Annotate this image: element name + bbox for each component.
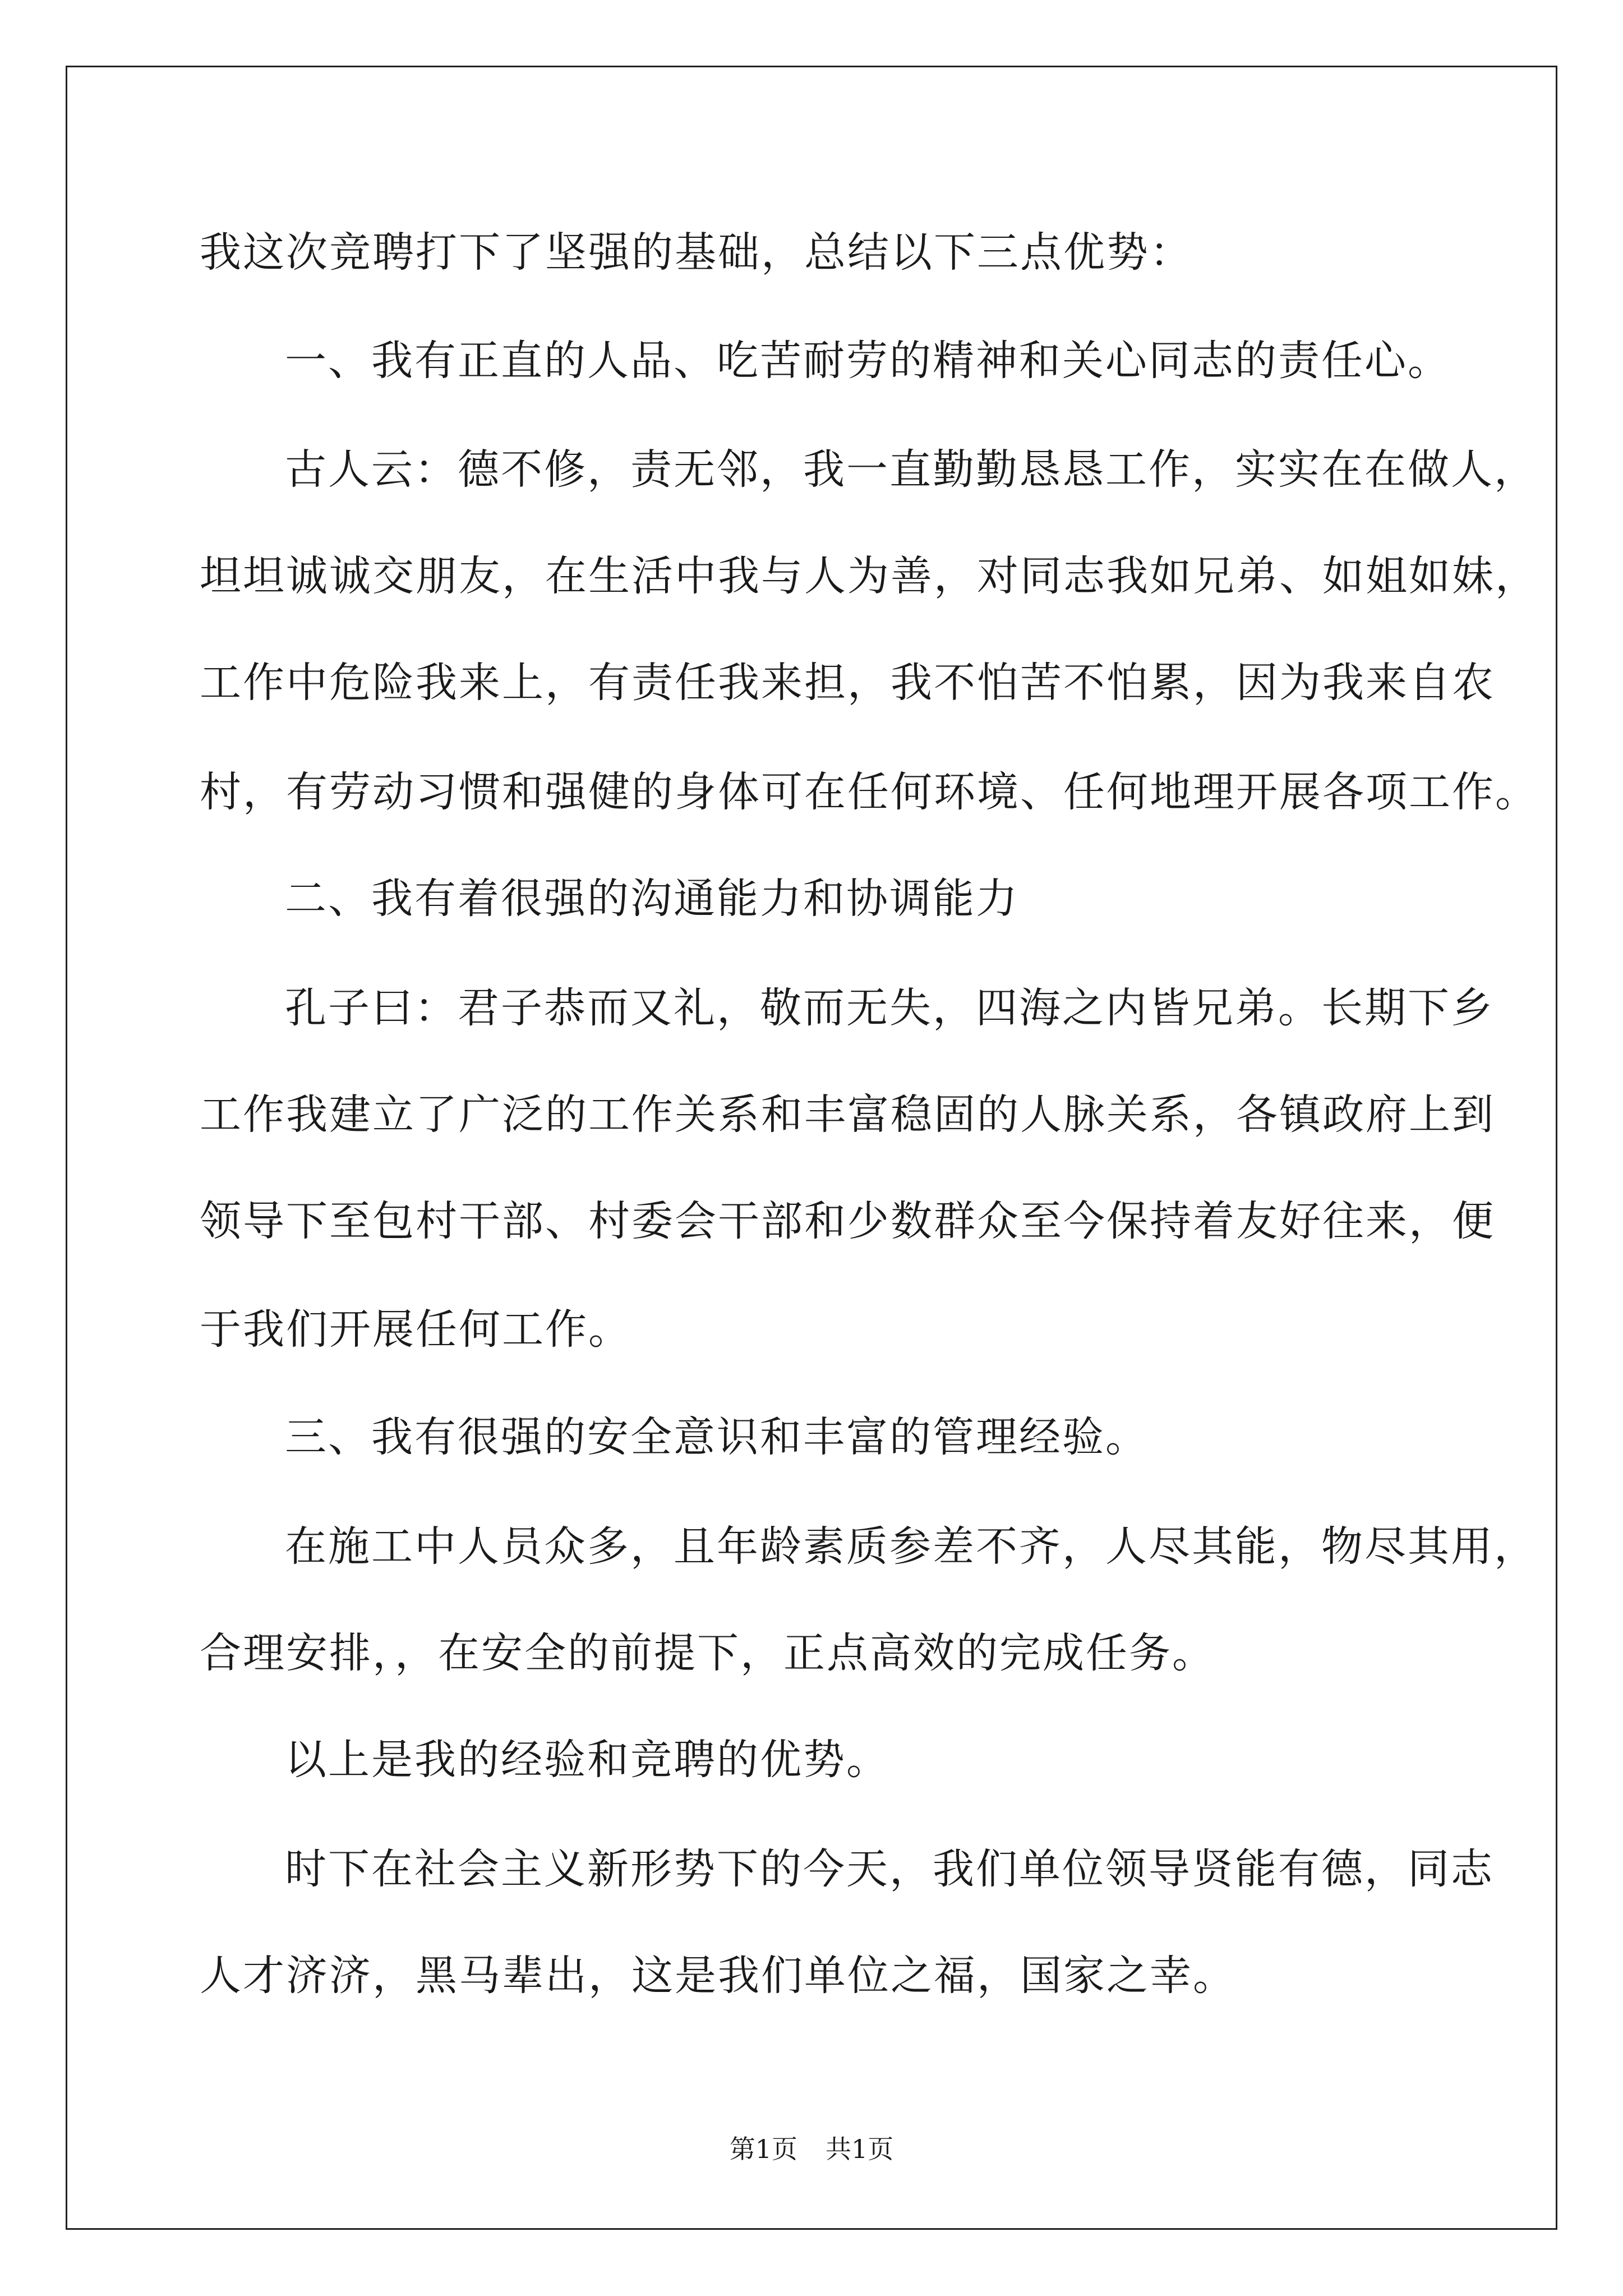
body-line: 三、我有很强的安全意识和丰富的管理经验。 (285, 1413, 1149, 1461)
body-line: 坦坦诚诚交朋友，在生活中我与人为善，对同志我如兄弟、如姐如妹， (200, 552, 1538, 600)
page-number-total: 共1页 (826, 2134, 894, 2164)
body-line: 于我们开展任何工作。 (200, 1305, 631, 1354)
body-line: 时下在社会主义新形势下的今天，我们单位领导贤能有德，同志 (285, 1845, 1494, 1893)
page-border (66, 66, 1557, 2230)
body-line: 工作中危险我来上，有责任我来担，我不怕苦不怕累，因为我来自农 (200, 659, 1495, 707)
body-line: 二、我有着很强的沟通能力和协调能力 (285, 875, 1019, 923)
body-line: 一、我有正直的人品、吃苦耐劳的精神和关心同志的责任心。 (285, 337, 1451, 385)
body-line: 工作我建立了广泛的工作关系和丰富稳固的人脉关系，各镇政府上到 (200, 1091, 1495, 1139)
page-number-current: 第1页 (729, 2134, 797, 2164)
body-line: 村，有劳动习惯和强健的身体可在任何环境、任何地理开展各项工作。 (200, 768, 1538, 816)
body-line: 古人云：德不修，责无邻，我一直勤勤恳恳工作，实实在在做人， (285, 445, 1537, 494)
body-line: 合理安排，，在安全的前提下，正点高效的完成任务。 (200, 1629, 1215, 1677)
body-line: 以上是我的经验和竞聘的优势。 (285, 1736, 889, 1784)
body-line: 孔子曰：君子恭而又礼，敬而无失，四海之内皆兄弟。长期下乡 (285, 984, 1494, 1032)
page-footer (0, 2136, 1623, 2162)
body-line: 在施工中人员众多，且年龄素质参差不齐，人尽其能，物尽其用， (285, 1522, 1537, 1571)
body-line: 领导下至包村干部、村委会干部和少数群众至今保持着友好往来，便 (200, 1197, 1495, 1245)
body-line: 人才济济，黑马辈出，这是我们单位之福，国家之幸。 (200, 1952, 1236, 2000)
body-line: 我这次竞聘打下了坚强的基础，总结以下三点优势： (200, 228, 1193, 277)
